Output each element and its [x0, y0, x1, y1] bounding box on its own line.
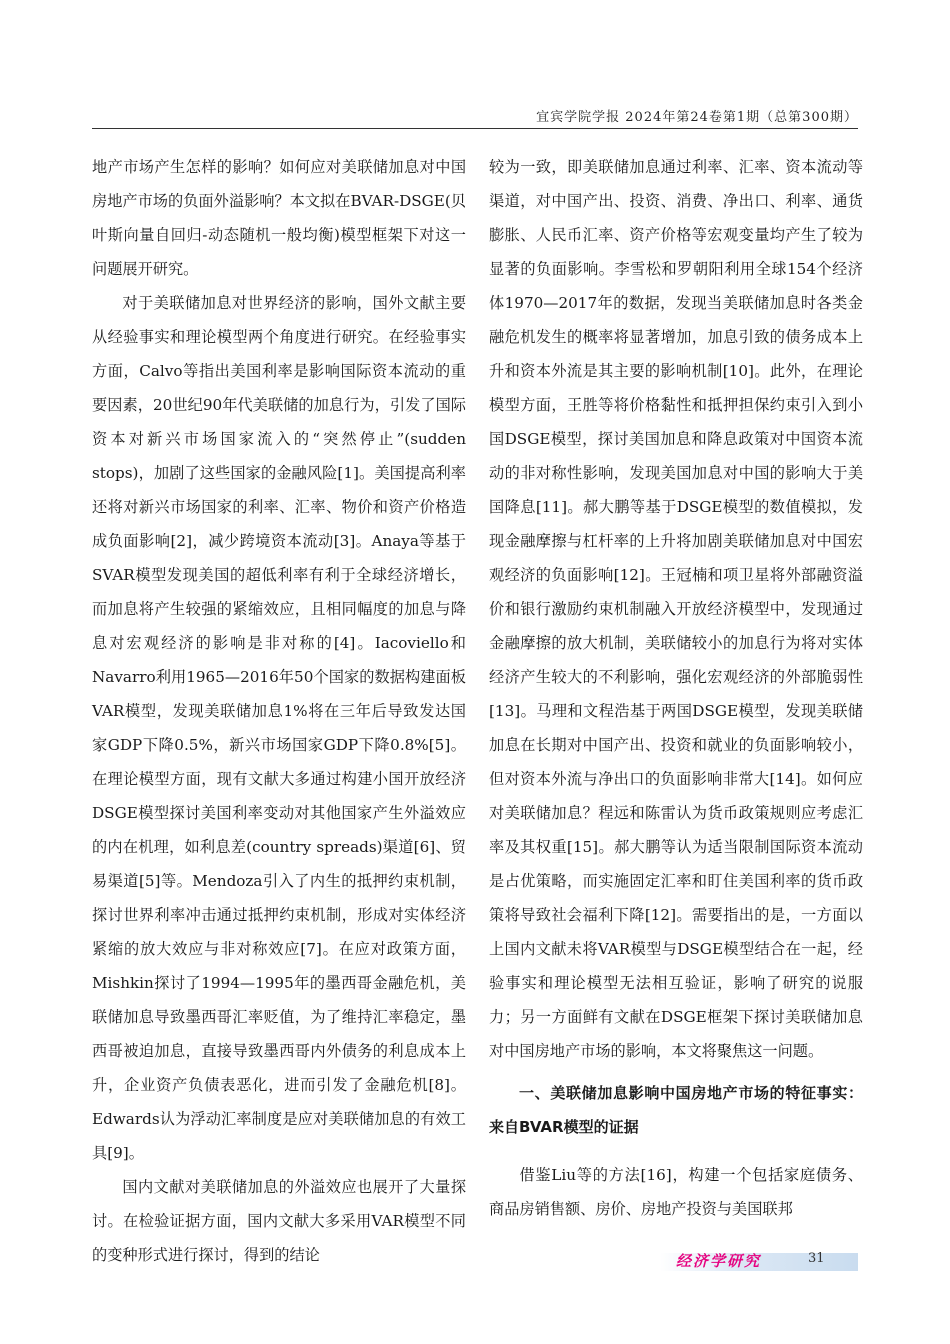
- section-heading: 一、美联储加息影响中国房地产市场的特征事实：来自BVAR模型的证据: [489, 1084, 863, 1136]
- left-column: [92, 150, 466, 1272]
- journal-section-mark: 经济学研究: [676, 1252, 762, 1270]
- page-number: 31: [808, 1251, 825, 1266]
- paragraph-continued: 地产市场产生怎样的影响？如何应对美联储加息对中国房地产市场的负面外溢影响？本文拟在BVAR-DSGE(贝叶斯向量自回归-动态随机一般均衡)模型框架下对这一问题展开研究。: [92, 158, 466, 278]
- running-header: 宜宾学院学报 2024年第24卷第1期（总第300期）: [536, 110, 858, 125]
- paragraph-domestic-literature: 国内文献对美联储加息的外溢效应也展开了大量探讨。在检验证据方面，国内文献大多采用VAR模型不同的变种形式进行探讨，得到的结论: [92, 1178, 466, 1264]
- header-rule: [92, 128, 858, 129]
- paragraph-section-one: 借鉴Liu等的方法[16]，构建一个包括家庭债务、商品房销售额、房价、房地产投资与美国联邦: [489, 1166, 863, 1218]
- right-column: [489, 150, 863, 1226]
- paragraph-domestic-continued: 较为一致，即美联储加息通过利率、汇率、资本流动等渠道，对中国产出、投资、消费、净出口、利率、通货膨胀、人民币汇率、资产价格等宏观变量均产生了较为显著的负面影响。李雪松和罗朝阳利用全球154个经济体1970—2017年的数据，发现当美联储加息时各类金融危机发生的概率将显著增加，加息引致的债务成本上升和资本外流是其主要的影响机制[10]。此外，在理论模型方面，王胜等将价格黏性和抵押担保约束引入到小国DSGE模型，探讨美国加息和降息政策对中国资本流动的非对称性影响，发现美国加息对中国的影响大于美国降息[11]。郝大鹏等基于DSGE模型的数值模拟，发现金融摩擦与杠杆率的上升将加剧美联储加息对中国宏观经济的负面影响[12]。王冠楠和项卫星将外部融资溢价和银行激励约束机制融入开放经济模型中，发现通过金融摩擦的放大机制，美联储较小的加息行为将对实体经济产生较大的不利影响，强化宏观经济的外部脆弱性[13]。马理和文程浩基于两国DSGE模型，发现美联储加息在长期对中国产出、投资和就业的负面影响较小，但对资本外流与净出口的负面影响非常大[14]。如何应对美联储加息？程远和陈雷认为货币政策规则应考虑汇率及其权重[15]。郝大鹏等认为适当限制国际资本流动是占优策略，而实施固定汇率和盯住美国利率的货币政策将导致社会福利下降[12]。需要指出的是，一方面以上国内文献未将VAR模型与DSGE模型结合在一起，经验事实和理论模型无法相互验证，影响了研究的说服力；另一方面鲜有文献在DSGE框架下探讨美联储加息对中国房地产市场的影响，本文将聚焦这一问题。: [489, 158, 863, 1060]
- paragraph-foreign-literature: 对于美联储加息对世界经济的影响，国外文献主要从经验事实和理论模型两个角度进行研究。在经验事实方面，Calvo等指出美国利率是影响国际资本流动的重要因素，20世纪90年代美联储的加息行为，引发了国际资本对新兴市场国家流入的“突然停止”(sudden stops)，加剧了这些国家的金融风险[1]。美国提高利率还将对新兴市场国家的利率、汇率、物价和资产价格造成负面影响[2]，减少跨境资本流动[3]。Anaya等基于SVAR模型发现美国的超低利率有利于全球经济增长，而加息将产生较强的紧缩效应，且相同幅度的加息与降息对宏观经济的影响是非对称的[4]。Iacoviello和Navarro利用1965—2016年50个国家的数据构建面板VAR模型，发现美联储加息1%将在三年后导致发达国家GDP下降0.5%，新兴市场国家GDP下降0.8%[5]。在理论模型方面，现有文献大多通过构建小国开放经济DSGE模型探讨美国利率变动对其他国家产生外溢效应的内在机理，如利息差(country spreads)渠道[6]、贸易渠道[5]等。Mendoza引入了内生的抵押约束机制，探讨世界利率冲击通过抵押约束机制，形成对实体经济紧缩的放大效应与非对称效应[7]。在应对政策方面，Mishkin探讨了1994—1995年的墨西哥金融危机，美联储加息导致墨西哥汇率贬值，为了维持汇率稳定，墨西哥被迫加息，直接导致墨西哥内外债务的利息成本上升，企业资产负债表恶化，进而引发了金融危机[8]。Edwards认为浮动汇率制度是应对美联储加息的有效工具[9]。: [92, 294, 466, 1162]
